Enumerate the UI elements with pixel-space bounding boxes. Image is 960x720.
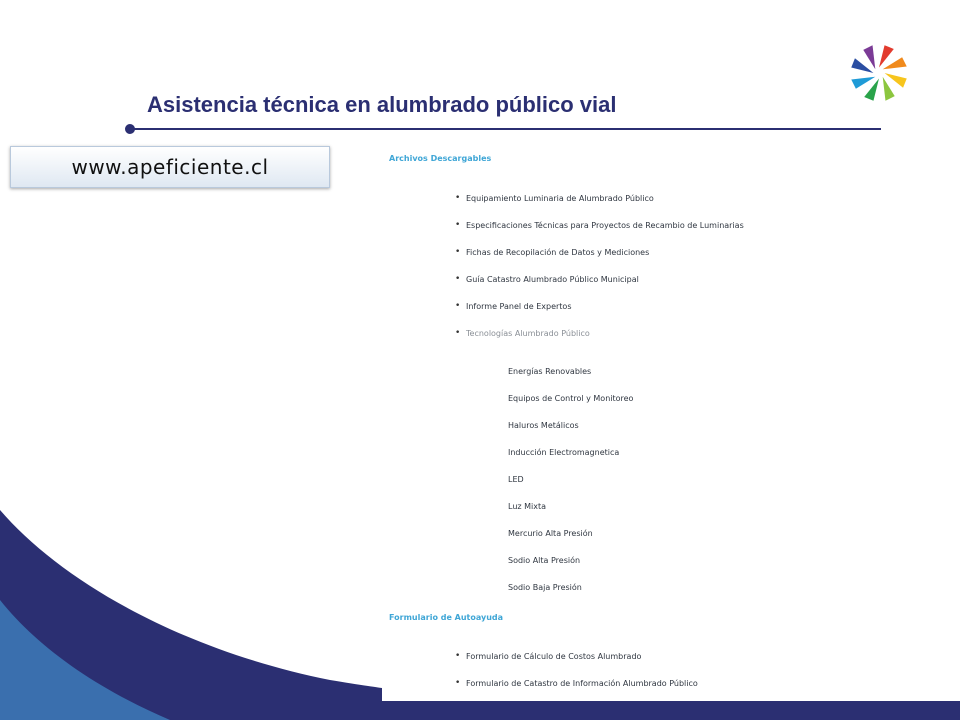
title-underline — [130, 128, 881, 130]
technology-sublink[interactable]: Luz Mixta — [508, 502, 547, 511]
title-underline-dot — [125, 124, 135, 134]
technology-sublink[interactable]: Sodio Baja Presión — [508, 583, 582, 592]
download-link[interactable]: • Fichas de Recopilación de Datos y Mediciones — [466, 248, 649, 257]
technology-sublink[interactable]: Inducción Electromagnetica — [508, 448, 620, 457]
website-url-box: www.apeficiente.cl — [10, 146, 330, 188]
technology-sublink[interactable]: Energías Renovables — [508, 367, 592, 376]
download-link-expanded[interactable]: • Tecnologías Alumbrado Público — [466, 329, 590, 338]
download-link[interactable]: • Equipamiento Luminaria de Alumbrado Público — [466, 194, 654, 203]
technology-sublink[interactable]: Mercurio Alta Presión — [508, 529, 593, 538]
form-link[interactable]: • Formulario de Cálculo de Costos Alumbrado — [466, 652, 641, 661]
technology-sublink[interactable]: Equipos de Control y Monitoreo — [508, 394, 634, 403]
download-link[interactable]: • Informe Panel de Expertos — [466, 302, 572, 311]
technology-sublink[interactable]: LED — [508, 475, 524, 484]
downloads-heading[interactable]: Archivos Descargables — [389, 154, 492, 163]
download-link[interactable]: • Guía Catastro Alumbrado Público Municipal — [466, 275, 639, 284]
page-title: Asistencia técnica en alumbrado público vial — [147, 92, 617, 117]
self-help-heading[interactable]: Formulario de Autoayuda — [389, 613, 504, 622]
technology-sublink[interactable]: Haluros Metálicos — [508, 421, 579, 430]
form-link[interactable]: • Formulario de Catastro de Información Alumbrado Público — [466, 679, 698, 688]
pinwheel-logo-icon — [842, 36, 916, 110]
website-screenshot-panel — [382, 146, 820, 701]
technology-sublink[interactable]: Sodio Alta Presión — [508, 556, 581, 565]
download-link[interactable]: • Especificaciones Técnicas para Proyectos de Recambio de Luminarias — [466, 221, 744, 230]
